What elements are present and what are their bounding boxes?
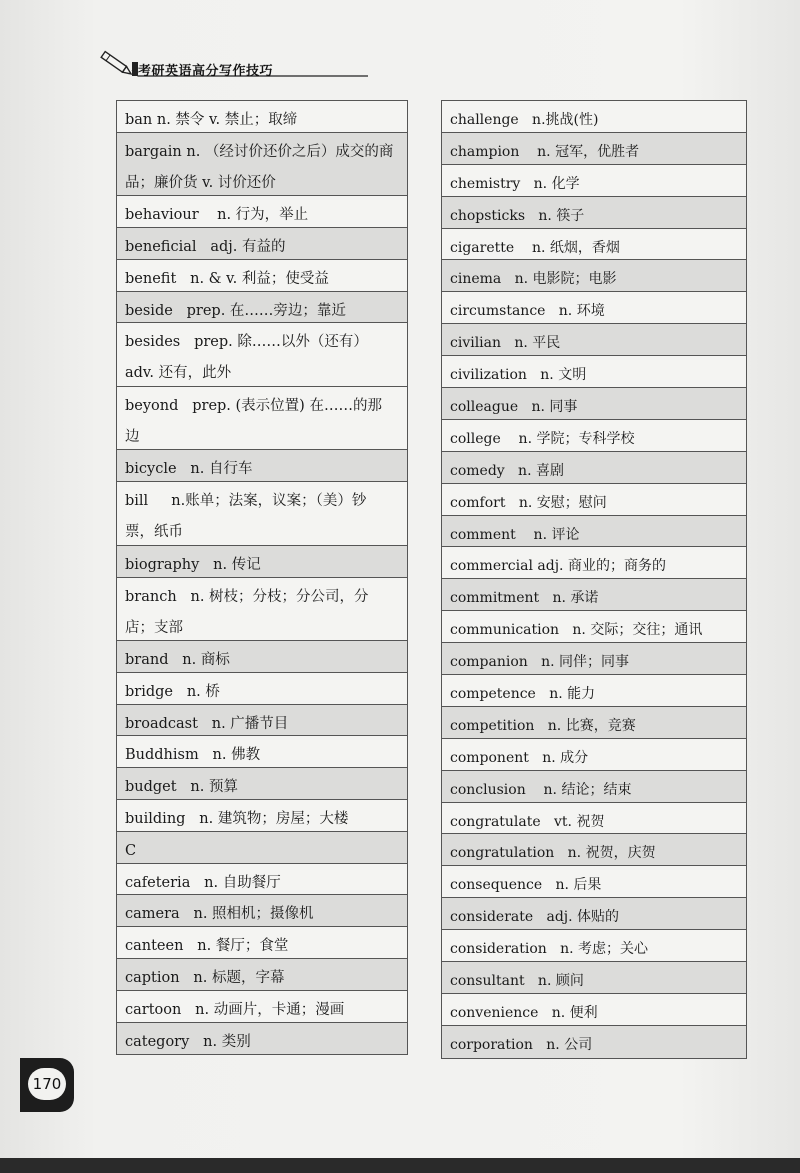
vocab-entry: convenience n. 便利 [442, 994, 746, 1026]
vocab-entry: caption n. 标题，字幕 [117, 959, 407, 991]
vocab-entry: budget n. 预算 [117, 768, 407, 800]
vocab-entry: bridge n. 桥 [117, 673, 407, 705]
vocab-entry: camera n. 照相机；摄像机 [117, 895, 407, 927]
vocab-entry: chopsticks n. 筷子 [442, 197, 746, 229]
vocab-entry: broadcast n. 广播节目 [117, 705, 407, 737]
vocab-entry: consideration n. 考虑；关心 [442, 930, 746, 962]
vocab-entry: component n. 成分 [442, 739, 746, 771]
vocab-entry: conclusion n. 结论；结束 [442, 771, 746, 803]
vocab-entry: circumstance n. 环境 [442, 292, 746, 324]
vocab-entry: companion n. 同伴；同事 [442, 643, 746, 675]
vocab-entry: colleague n. 同事 [442, 388, 746, 420]
vocab-entry: considerate adj. 体贴的 [442, 898, 746, 930]
vocab-entry: building n. 建筑物；房屋；大楼 [117, 800, 407, 832]
vocab-entry: besides prep. 除……以外（还有） adv. 还有，此外 [117, 323, 407, 387]
vocab-entry: Buddhism n. 佛教 [117, 736, 407, 768]
vocab-entry: civilization n. 文明 [442, 356, 746, 388]
vocab-entry: cartoon n. 动画片，卡通；漫画 [117, 991, 407, 1023]
vocab-entry: beside prep. 在……旁边；靠近 [117, 292, 407, 324]
vocab-entry: civilian n. 平民 [442, 324, 746, 356]
vocab-entry: beneficial adj. 有益的 [117, 228, 407, 260]
vocab-entry: cigarette n. 纸烟，香烟 [442, 229, 746, 261]
page-number: 170 [28, 1068, 66, 1100]
vocab-entry: branch n. 树枝；分枝；分公司，分 店；支部 [117, 578, 407, 642]
vocab-entry: cafeteria n. 自助餐厅 [117, 864, 407, 896]
vocab-entry: brand n. 商标 [117, 641, 407, 673]
vocab-entry: congratulate vt. 祝贺 [442, 803, 746, 835]
vocab-entry: comedy n. 喜剧 [442, 452, 746, 484]
vocab-entry: bargain n. （经讨价还价之后）成交的商 品；廉价货 v. 讨价还价 [117, 133, 407, 197]
vocab-entry: challenge n.挑战(性) [442, 101, 746, 133]
vocab-entry: commitment n. 承诺 [442, 579, 746, 611]
vocab-entry: commercial adj. 商业的；商务的 [442, 547, 746, 579]
running-header [98, 50, 458, 84]
vocab-entry: behaviour n. 行为，举止 [117, 196, 407, 228]
vocab-entry: category n. 类别 [117, 1023, 407, 1055]
vocab-entry: competition n. 比赛，竞赛 [442, 707, 746, 739]
vocabulary-column-left [116, 100, 408, 1055]
vocab-entry: benefit n. & v. 利益；使受益 [117, 260, 407, 292]
vocab-entry: beyond prep. (表示位置) 在……的那 边 [117, 387, 407, 451]
vocab-entry: comment n. 评论 [442, 516, 746, 548]
vocabulary-column-right [441, 100, 747, 1059]
vocab-entry: comfort n. 安慰；慰问 [442, 484, 746, 516]
page-bottom-edge [0, 1158, 800, 1173]
vocab-entry: consequence n. 后果 [442, 866, 746, 898]
vocab-entry: communication n. 交际；交往；通讯 [442, 611, 746, 643]
vocab-entry: cinema n. 电影院；电影 [442, 260, 746, 292]
vocab-entry: chemistry n. 化学 [442, 165, 746, 197]
vocab-entry: champion n. 冠军，优胜者 [442, 133, 746, 165]
vocab-entry: biography n. 传记 [117, 546, 407, 578]
vocab-entry: corporation n. 公司 [442, 1026, 746, 1058]
header-title: 考研英语高分写作技巧 [138, 64, 274, 79]
vocab-entry: consultant n. 顾问 [442, 962, 746, 994]
vocab-entry: C [117, 832, 407, 864]
vocab-entry: congratulation n. 祝贺，庆贺 [442, 834, 746, 866]
vocab-entry: college n. 学院；专科学校 [442, 420, 746, 452]
vocab-entry: canteen n. 餐厅；食堂 [117, 927, 407, 959]
vocab-entry: ban n. 禁令 v. 禁止；取缔 [117, 101, 407, 133]
vocab-entry: bicycle n. 自行车 [117, 450, 407, 482]
vocab-entry: bill n.账单；法案，议案；（美）钞 票，纸币 [117, 482, 407, 546]
vocab-entry: competence n. 能力 [442, 675, 746, 707]
